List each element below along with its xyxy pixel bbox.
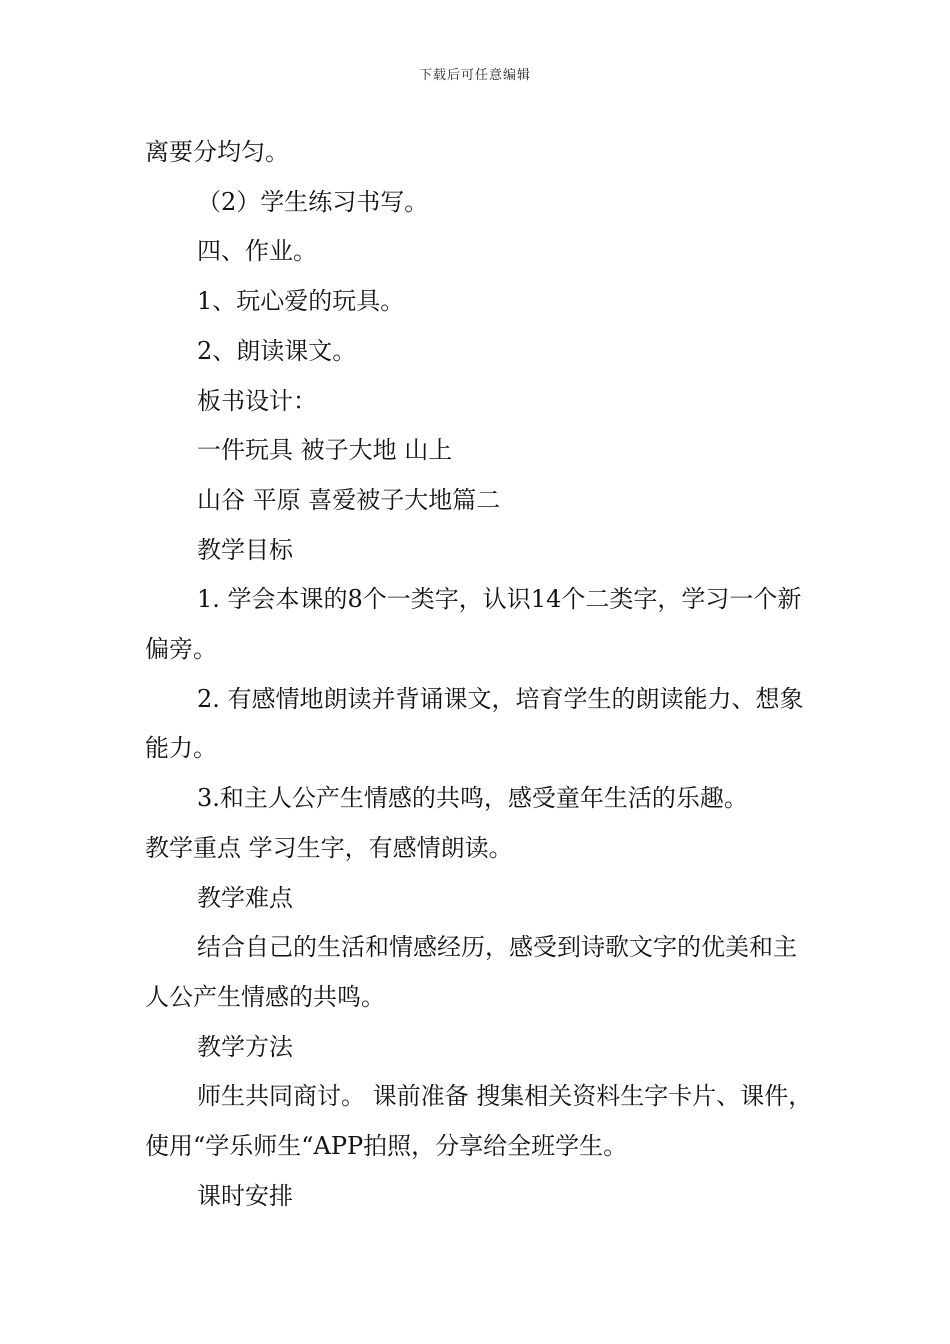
paragraph: 板书设计： — [197, 386, 317, 415]
paragraph: （2）学生练习书写。 — [197, 187, 429, 216]
paragraph: 1. 学会本课的8个一类字，认识14个二类字，学习一个新偏旁。 — [145, 585, 802, 664]
paragraph: 3.和主人公产生情感的共鸣，感受童年生活的乐趣。 — [197, 784, 748, 813]
section-heading: 教学方法 — [197, 1032, 293, 1061]
paragraph: 2. 有感情地朗读并背诵课文，培育学生的朗读能力、想象能力。 — [145, 684, 804, 763]
paragraph: 四、作业。 — [197, 237, 317, 266]
document-body — [145, 128, 815, 1221]
paragraph: 教学重点 学习生字，有感情朗读。 — [145, 833, 513, 862]
paragraph: 结合自己的生活和情感经历，感受到诗歌文字的优美和主人公产生情感的共鸣。 — [145, 933, 797, 1011]
section-heading: 教学目标 — [197, 535, 293, 564]
section-heading: 教学难点 — [197, 883, 293, 912]
paragraph: 1、玩心爱的玩具。 — [197, 287, 405, 316]
section-heading: 课时安排 — [197, 1181, 293, 1210]
paragraph: 2、朗读课文。 — [197, 336, 357, 365]
page-header: 下载后可任意编辑 — [418, 68, 531, 83]
paragraph: 山谷 平原 喜爱被子大地篇二 — [197, 485, 501, 514]
paragraph: 离要分均匀。 — [145, 138, 289, 166]
paragraph: 师生共同商讨。 课前准备 搜集相关资料生字卡片、课件，使用“学乐师生“APP拍照，分享给全班学生。 — [145, 1082, 813, 1161]
paragraph: 一件玩具 被子大地 山上 — [197, 436, 453, 465]
